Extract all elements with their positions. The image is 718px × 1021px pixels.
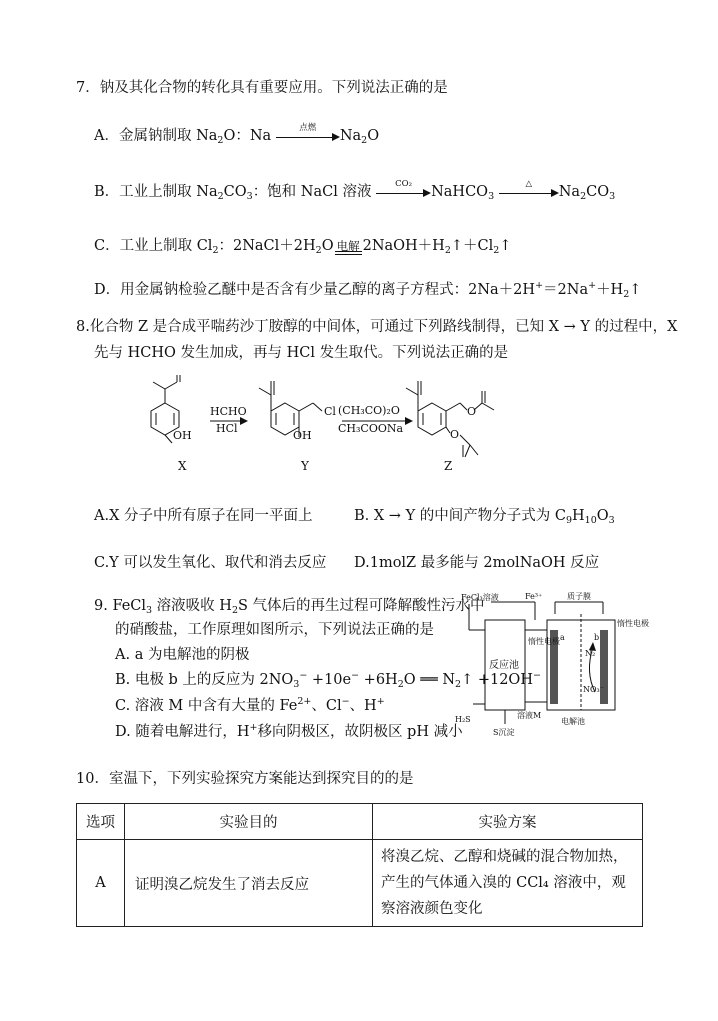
q7-a-post2: O bbox=[367, 128, 380, 144]
table-row bbox=[77, 840, 643, 927]
label-inert-right: 惰性电极 bbox=[617, 619, 649, 628]
label-b: b bbox=[594, 633, 600, 642]
q7-option-c: C．工业上制取 $Cl_2$：$2NaCl+2H_2O$ 电解 $2NaOH+H_2↑+Cl_2↑$ bbox=[94, 238, 512, 256]
q7-option-a: A．金属钠制取 $Na_2O$：Na 点燃 $Na_2O$ bbox=[94, 123, 380, 146]
label-a: a bbox=[560, 633, 565, 642]
q8-b-prefix: B. X → Y 的中间产物分子式为 C bbox=[354, 508, 566, 524]
q9-b-pre: B. 电极 b 上的反应为 2NO bbox=[115, 672, 294, 688]
label-reactor: 反应池 bbox=[489, 660, 519, 671]
q8-option-b bbox=[354, 506, 615, 526]
q10-stem: 10．室温下，下列实验探究方案能达到探究目的的是 bbox=[76, 771, 414, 787]
q8-stem-line1: 8.化合物 Z 是合成平喘药沙丁胺醇的中间体，可通过下列路线制得，已知 X → Y 的过程中，X bbox=[76, 319, 678, 335]
electrolysis-label: 电解 bbox=[336, 239, 360, 253]
row-option: A bbox=[77, 840, 125, 927]
electrolysis-sign bbox=[335, 241, 362, 255]
q9-option-a: A. a 为电解池的阴极 bbox=[115, 647, 250, 663]
q7-c-prefix: C．工业上制取 Cl bbox=[94, 238, 213, 254]
reagent-sodium-acetate: CH₃COONa bbox=[338, 422, 404, 435]
molecule-z bbox=[406, 381, 494, 457]
q8-b-o-count: 3 bbox=[608, 515, 615, 526]
q7-b-m1: NaHCO bbox=[431, 184, 489, 200]
reagent-hcl: HCl bbox=[216, 422, 238, 435]
q9-stem-line1: 9. FeCl$_3$ 溶液吸收 $H_2S$ 气体后的再生过程可降解酸性污水中 bbox=[94, 598, 485, 616]
arrow-label: 点燃 bbox=[299, 123, 317, 133]
reagent-hcho: HCHO bbox=[210, 405, 247, 418]
header-plan: 实验方案 bbox=[373, 804, 643, 840]
q7-option-b: B．工业上制取 $Na_2CO_3$：饱和 NaCl 溶液 CO₂ NaHCO$_3$ △ $Na_2CO_3$ bbox=[94, 179, 616, 202]
q7-d-p4: ↑ bbox=[629, 282, 642, 298]
q7-c-p2: ：2NaCl＋2H bbox=[218, 238, 316, 254]
q7-b-m2: Na bbox=[558, 184, 581, 200]
q7-c-p3: O bbox=[321, 238, 334, 254]
label-fe3: Fe³⁺ bbox=[525, 592, 543, 601]
z-phenol-o-label: O bbox=[450, 428, 460, 441]
q9-option-b: B. 电极 b 上的反应为 $2NO_3^- +10e^- +6H_2O$ ══ $N_2↑ +12OH^-$ bbox=[115, 670, 541, 690]
x-oh-label: OH bbox=[173, 429, 192, 442]
q7-c-p5: ↑＋Cl bbox=[450, 238, 494, 254]
arrow-label: △ bbox=[525, 179, 532, 189]
q7-b-mid: CO bbox=[223, 184, 247, 200]
q8-b-c-count: 9 bbox=[565, 515, 572, 526]
q9-c-mid: 、Cl bbox=[311, 698, 342, 714]
header-goal: 实验目的 bbox=[125, 804, 373, 840]
experiment-table bbox=[76, 803, 643, 927]
q9-stem-pre: 9. FeCl bbox=[94, 598, 147, 614]
q9-stem-mid: 溶液吸收 H bbox=[152, 598, 232, 614]
q9-b-mid: +10e bbox=[307, 672, 352, 688]
q8-option-a: A.X 分子中所有原子在同一平面上 bbox=[94, 508, 313, 524]
q7-c-p4: 2NaOH＋H bbox=[362, 238, 445, 254]
label-n2: N₂ bbox=[585, 649, 596, 658]
q9-option-c: C. 溶液 M 中含有大量的 $Fe^{2+}$、Cl−、H+ bbox=[115, 696, 385, 714]
reaction-arrow-icon bbox=[405, 417, 413, 425]
y-oh-label: OH bbox=[293, 429, 312, 442]
reagent-acetic-anhydride: (CH₃CO)₂O bbox=[338, 404, 400, 417]
q8-b-h: H bbox=[572, 508, 585, 524]
label-membrane: 质子膜 bbox=[567, 592, 591, 601]
q8-b-o: O bbox=[596, 508, 609, 524]
molecule-y bbox=[259, 381, 322, 437]
arrow-label: CO₂ bbox=[395, 179, 413, 189]
q9-b-mid2: +6H bbox=[359, 672, 398, 688]
q8-option-d: D.1molZ 最多能与 2molNaOH 反应 bbox=[354, 555, 600, 571]
label-y: Y bbox=[301, 459, 309, 473]
label-no3: NO₃⁻ bbox=[583, 685, 604, 694]
electrolysis-diagram bbox=[455, 592, 649, 742]
label-s: S沉淀 bbox=[493, 728, 515, 737]
reaction-scheme bbox=[120, 375, 640, 485]
q7-b-mid2: ：饱和 NaCl 溶液 bbox=[252, 184, 372, 200]
q7-stem: 7．钠及其化合物的转化具有重要应用。下列说法正确的是 bbox=[76, 80, 448, 96]
q9-d-post: 移向阴极区，故阴极区 pH 减小 bbox=[257, 724, 463, 740]
q9-option-d: D. 随着电解进行，H+移向阴极区，故阴极区 pH 减小 bbox=[115, 722, 463, 740]
label-solution-m: 溶液M bbox=[517, 711, 542, 720]
q8-stem-line2: 先与 HCHO 发生加成，再与 HCl 发生取代。下列说法正确的是 bbox=[94, 345, 509, 361]
label-z: Z bbox=[444, 459, 453, 473]
q7-d-p3: ＋H bbox=[596, 282, 624, 298]
reaction-arrow-icon bbox=[276, 123, 340, 146]
q7-b-prefix: B．工业上制取 Na bbox=[94, 184, 218, 200]
q7-a-post: Na bbox=[339, 128, 362, 144]
q7-a-mid: O：Na bbox=[223, 128, 272, 144]
label-inert-left: 惰性电极 bbox=[528, 637, 560, 646]
q9-b-mid3: O ══ N bbox=[403, 672, 456, 688]
header-option: 选项 bbox=[77, 804, 125, 840]
q9-c-pre: C. 溶液 M 中含有大量的 Fe bbox=[115, 698, 298, 714]
label-fecl3: FeCl₃溶液 bbox=[461, 593, 499, 602]
row-plan: 将溴乙烷、乙醇和烧碱的混合物加热，产生的气体通入溴的 CCl₄ 溶液中，观察溶液颜色变化 bbox=[373, 840, 643, 927]
q8-b-h-count: 10 bbox=[584, 515, 597, 526]
q7-a-prefix: A．金属钠制取 Na bbox=[94, 128, 218, 144]
q9-stem-post: S 气体后的再生过程可降解酸性污水中 bbox=[238, 598, 485, 614]
label-h2s: H₂S bbox=[455, 715, 471, 724]
q7-d-p2: ＝2Na bbox=[543, 282, 589, 298]
q7-option-d: D．用金属钠检验乙醚中是否含有少量乙醇的离子方程式：$2Na+2H^+=2Na^++H_2↑$ bbox=[94, 280, 642, 300]
reaction-arrow-icon bbox=[376, 179, 431, 202]
label-x: X bbox=[178, 459, 187, 473]
q7-b-m3: CO bbox=[586, 184, 610, 200]
label-cell: 电解池 bbox=[561, 717, 585, 726]
reaction-arrow-icon bbox=[240, 417, 248, 425]
q8-option-c: C.Y 可以发生氧化、取代和消去反应 bbox=[94, 555, 327, 571]
q7-c-p6: ↑ bbox=[499, 238, 512, 254]
q9-c-post: 、H bbox=[349, 698, 377, 714]
q9-d-pre: D. 随着电解进行，H bbox=[115, 724, 250, 740]
y-cl-label: Cl bbox=[324, 405, 336, 418]
reaction-arrow-icon bbox=[499, 179, 559, 202]
table-header-row bbox=[77, 804, 643, 840]
row-goal: 证明溴乙烷发生了消去反应 bbox=[125, 840, 373, 927]
z-ester-o-label: O bbox=[467, 405, 477, 418]
q9-b-post: ↑ +12OH bbox=[461, 672, 533, 688]
q7-d-prefix: D．用金属钠检验乙醚中是否含有少量乙醇的离子方程式：2Na＋2H bbox=[94, 282, 536, 298]
q9-stem-line2: 的硝酸盐，工作原理如图所示，下列说法正确的是 bbox=[115, 622, 434, 638]
